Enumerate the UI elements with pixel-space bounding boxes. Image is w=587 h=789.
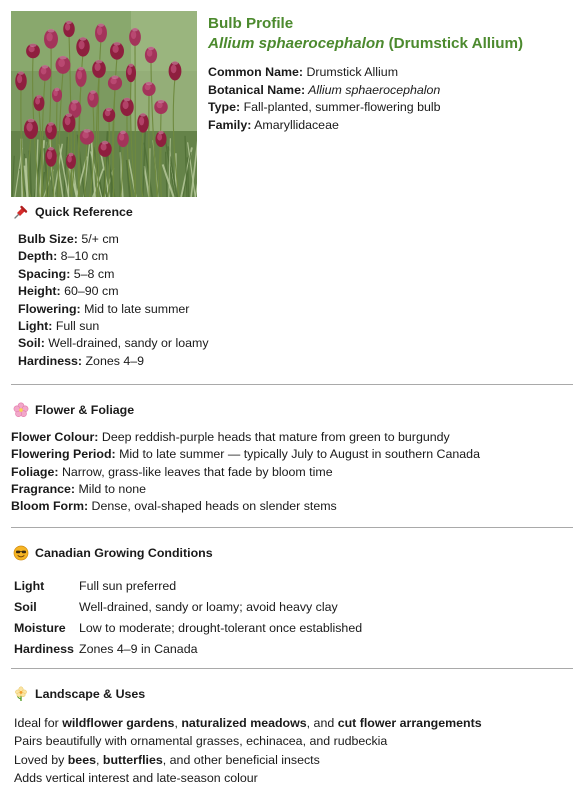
species-title: [208, 34, 578, 54]
allium-photo: [11, 11, 197, 197]
list-item: Soil: Well-drained, sandy or loamy: [18, 336, 209, 351]
list-item: Hardiness: Zones 4–9: [18, 353, 145, 368]
table-row: Hardiness Zones 4–9 in Canada: [14, 641, 198, 656]
table-row: Soil Well-drained, sandy or loamy; avoid heavy clay: [14, 599, 338, 614]
pushpin-icon: [13, 204, 29, 220]
quick-reference-list: [18, 231, 209, 370]
fact-row: Type: Fall-planted, summer-flowering bulb: [208, 100, 441, 114]
table-row: Light Full sun preferred: [14, 578, 177, 593]
profile-facts: [208, 64, 578, 134]
blossom-icon: [13, 686, 29, 702]
list-item: Adds vertical interest and late-season colour: [14, 770, 258, 785]
landscape-uses-heading: Landscape & Uses: [13, 686, 145, 702]
flower-foliage-list: [11, 429, 480, 515]
section-divider: [11, 668, 573, 669]
list-item: Ideal for wildflower gardens, naturalized meadows, and cut flower arrangements: [14, 716, 482, 730]
list-item: Pairs beautifully with ornamental grasses, echinacea, and rudbeckia: [14, 734, 388, 749]
landscape-uses-list: [14, 714, 482, 787]
list-item: Spacing: 5–8 cm: [18, 266, 115, 281]
quick-reference-heading: Quick Reference: [13, 204, 133, 220]
cherry-blossom-icon: [13, 402, 29, 418]
species-common-name: (Drumstick Allium): [384, 35, 524, 52]
allium-photo-image: [11, 11, 197, 197]
growing-conditions-heading: Canadian Growing Conditions: [13, 545, 213, 561]
section-divider: [11, 384, 573, 385]
sun-face-icon: [13, 545, 29, 561]
list-item: Fragrance: Mild to none: [11, 481, 146, 496]
list-item: Loved by bees, butterflies, and other beneficial insects: [14, 752, 320, 767]
list-item: Flowering Period: Mid to late summer — typically July to August in southern Canada: [11, 447, 480, 462]
growing-conditions-table: [14, 575, 362, 659]
fact-row: Family: Amaryllidaceae: [208, 117, 339, 132]
list-item: Foliage: Narrow, grass-like leaves that fade by bloom time: [11, 464, 333, 479]
list-item: Flower Colour: Deep reddish-purple heads that mature from green to burgundy: [11, 430, 450, 444]
section-divider: [11, 527, 573, 528]
flower-foliage-heading: Flower & Foliage: [13, 402, 134, 418]
table-row: Moisture Low to moderate; drought-tolerant once established: [14, 620, 363, 635]
list-item: Bloom Form: Dense, oval-shaped heads on slender stems: [11, 499, 337, 514]
list-item: Flowering: Mid to late summer: [18, 301, 190, 316]
fact-row: Common Name: Drumstick Allium: [208, 65, 399, 79]
species-name: Allium sphaerocephalon: [208, 35, 385, 52]
list-item: Light: Full sun: [18, 319, 100, 334]
fact-row: Botanical Name: Allium sphaerocephalon: [208, 82, 441, 97]
list-item: Depth: 8–10 cm: [18, 249, 109, 264]
title-block: [208, 14, 578, 134]
list-item: Bulb Size: 5/+ cm: [18, 232, 119, 246]
list-item: Height: 60–90 cm: [18, 284, 119, 299]
page-title: Bulb Profile: [208, 15, 294, 32]
